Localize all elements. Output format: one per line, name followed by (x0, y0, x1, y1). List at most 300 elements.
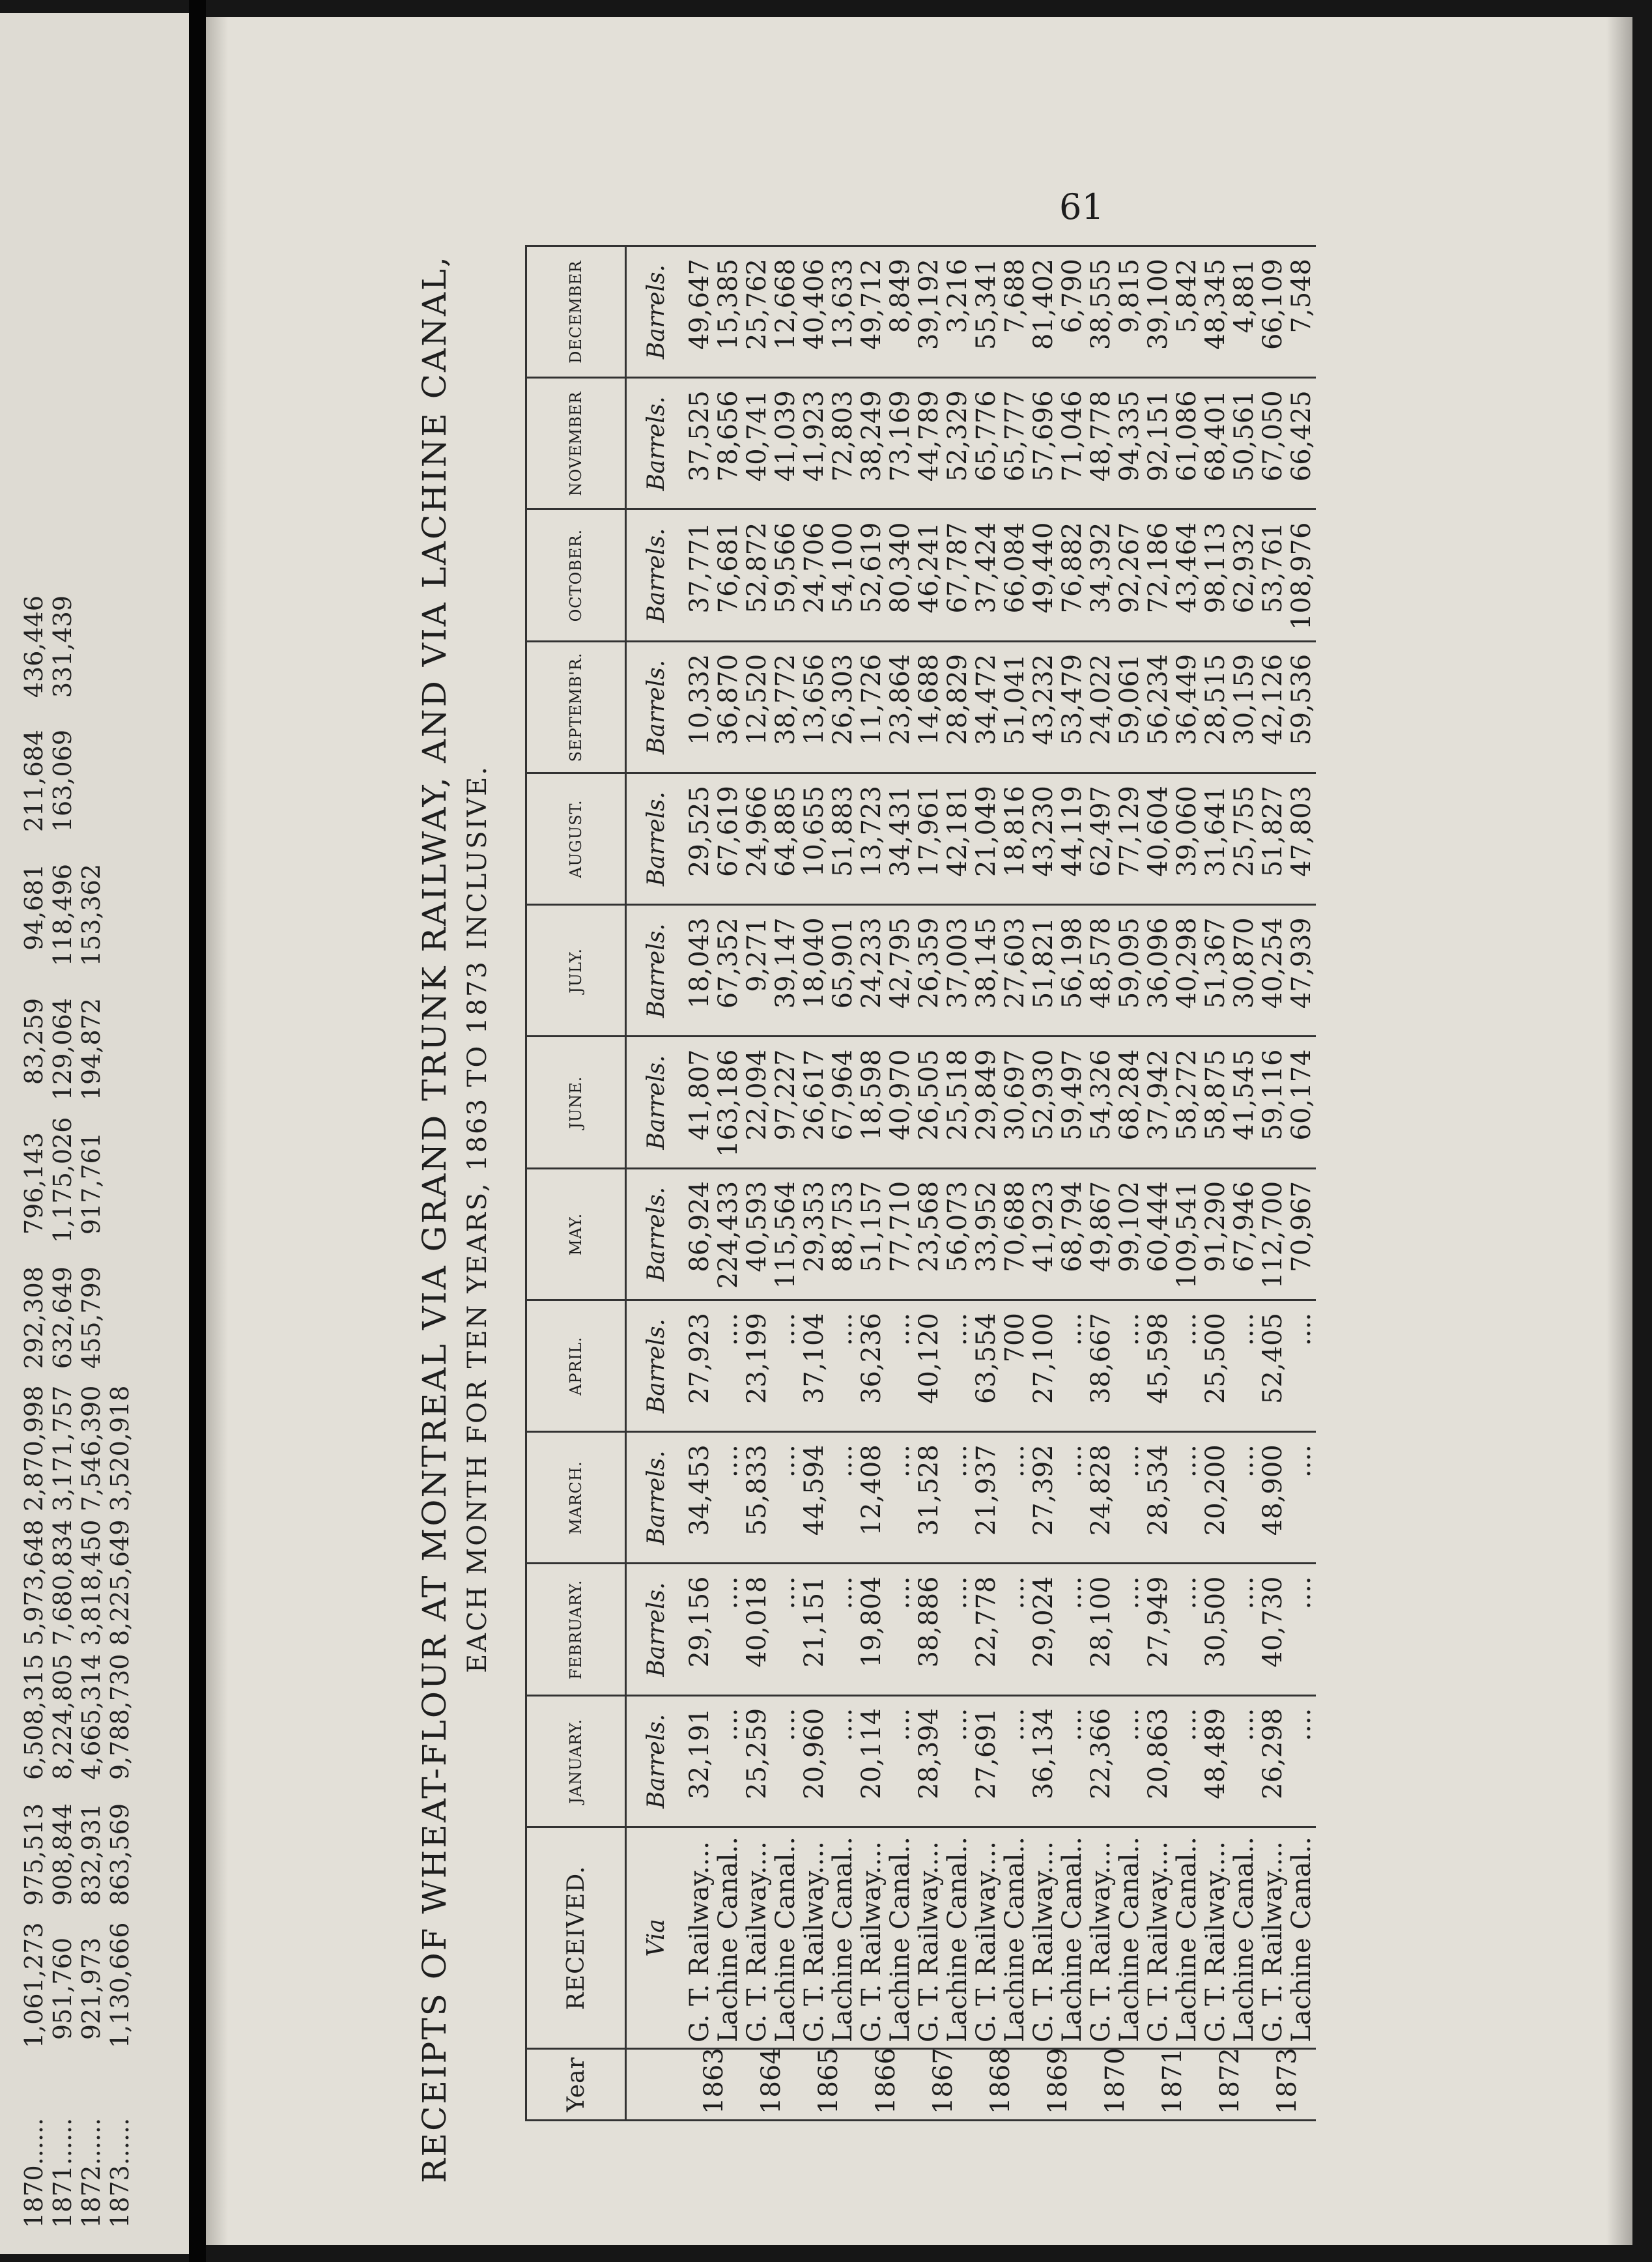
via-cell (1259, 1827, 1316, 2049)
month-header: MAY. (526, 1168, 626, 1300)
canal-barrels: .... (885, 1313, 915, 1346)
month-value-cell (1087, 641, 1144, 773)
canal-barrels: .... (771, 1313, 801, 1346)
via-canal-label: Lachine Canal.. (771, 1837, 801, 2042)
left-page-value (77, 595, 106, 706)
canal-barrels: .... (1172, 1708, 1202, 1741)
left-page-value: 331,439 (48, 595, 77, 698)
railway-barrels: 39,100 (1143, 259, 1173, 350)
railway-barrels: 40,741 (742, 390, 772, 482)
left-page-value: 129,064 (48, 998, 77, 1101)
railway-barrels: 48,578 (1086, 917, 1116, 1009)
canal-barrels: 59,566 (771, 522, 801, 614)
unit-label: Barrels. (626, 378, 686, 509)
month-header: OCTOBER. (526, 509, 626, 641)
canal-barrels: 25,518 (943, 1049, 973, 1141)
left-page-value: 292,308 (20, 1267, 48, 1369)
canal-barrels: 23,864 (885, 653, 915, 745)
railway-barrels: 20,200 (1201, 1444, 1231, 1536)
railway-barrels: 24,966 (742, 786, 772, 877)
page-number: 61 (1059, 186, 1104, 227)
canal-barrels: .... (1172, 1313, 1202, 1346)
railway-barrels: 48,778 (1086, 390, 1116, 482)
canal-barrels: 73,169 (885, 390, 915, 482)
month-value-cell (1087, 1300, 1144, 1432)
month-value-cell (1201, 246, 1259, 378)
canal-barrels: 99,102 (1115, 1181, 1145, 1272)
railway-barrels: 32,191 (685, 1708, 715, 1799)
month-value-cell (743, 378, 800, 509)
month-value-cell (972, 1564, 1029, 1695)
canal-barrels: 56,198 (1057, 917, 1087, 1009)
railway-barrels: 12,520 (742, 653, 772, 745)
left-page-value: 2,870,998 (20, 1385, 48, 1511)
left-page-row (77, 208, 106, 2228)
month-value-cell (1087, 905, 1144, 1037)
month-value-cell (800, 1564, 857, 1695)
railway-barrels: 41,923 (799, 390, 829, 482)
left-page-value (106, 998, 134, 1109)
month-header: SEPTEMB'R. (526, 641, 626, 773)
railway-barrels: 26,617 (799, 1049, 829, 1141)
canal-barrels: 26,303 (828, 653, 858, 745)
month-value-cell (685, 1300, 743, 1432)
table-row (743, 246, 800, 2121)
month-value-cell (1087, 1037, 1144, 1168)
railway-barrels: 22,778 (971, 1576, 1001, 1668)
canal-barrels: 41,039 (771, 390, 801, 482)
via-railway-label: G. T. Railway.... (1029, 1841, 1059, 2042)
railway-barrels: 12,408 (857, 1444, 887, 1536)
month-value-cell (915, 378, 972, 509)
railway-barrels: 40,120 (914, 1313, 944, 1404)
month-value-cell (743, 905, 800, 1037)
railway-barrels: 68,401 (1201, 390, 1231, 482)
unit-label: Barrels. (626, 641, 686, 773)
left-page-value: 94,681 (20, 864, 48, 951)
table-body (685, 246, 1316, 2121)
railway-barrels: 49,712 (857, 259, 887, 350)
via-canal-label: Lachine Canal.. (1287, 1837, 1317, 2042)
railway-barrels: 37,104 (799, 1313, 829, 1404)
canal-barrels: 8,849 (885, 259, 915, 334)
railway-barrels: 14,688 (914, 653, 944, 745)
month-value-cell (1259, 1168, 1316, 1300)
via-canal-label: Lachine Canal.. (1229, 1837, 1259, 2042)
canal-barrels: 59,095 (1115, 917, 1145, 1009)
left-page-value: 975,513 (20, 1803, 48, 1906)
table-subtitle: EACH MONTH FOR TEN YEARS, 1863 TO 1873 INCLUSIVE. (463, 765, 492, 1674)
month-value-cell (1029, 773, 1087, 905)
railway-barrels: 44,594 (799, 1444, 829, 1536)
canal-barrels: .... (1000, 1444, 1030, 1478)
via-cell (800, 1827, 857, 2049)
year-cell: 1868 (972, 2049, 1029, 2121)
left-page-value (106, 730, 134, 840)
canal-barrels: .... (885, 1576, 915, 1610)
canal-barrels: 65,901 (828, 917, 858, 1009)
railway-barrels: 91,290 (1201, 1181, 1231, 1272)
canal-barrels: .... (1057, 1708, 1087, 1741)
canal-barrels: 58,272 (1172, 1049, 1202, 1141)
canal-barrels: 43,464 (1172, 522, 1202, 614)
canal-barrels: 38,772 (771, 653, 801, 745)
left-page-value: 1,061,273 (20, 1922, 48, 2048)
railway-barrels: 39,192 (914, 259, 944, 350)
canal-barrels: 77,710 (885, 1181, 915, 1272)
railway-barrels: 53,761 (1258, 522, 1288, 614)
railway-barrels: 81,402 (1029, 259, 1059, 350)
railway-barrels: 26,505 (914, 1049, 944, 1141)
canal-barrels: .... (885, 1708, 915, 1741)
canal-barrels: 18,816 (1000, 786, 1030, 877)
railway-barrels: 38,555 (1086, 259, 1116, 350)
canal-barrels: 67,787 (943, 522, 973, 614)
canal-barrels: 47,803 (1287, 786, 1317, 877)
canal-barrels: 70,688 (1000, 1181, 1030, 1272)
via-canal-label: Lachine Canal.. (713, 1837, 743, 2042)
month-value-cell (1087, 1168, 1144, 1300)
railway-barrels: 18,043 (685, 917, 715, 1009)
via-cell (1201, 1827, 1259, 2049)
railway-barrels: 36,096 (1143, 917, 1173, 1009)
railway-barrels: 21,937 (971, 1444, 1001, 1536)
left-page-value: 921,973 (77, 1938, 106, 2040)
railway-barrels: 55,341 (971, 259, 1001, 350)
canal-barrels: 13,633 (828, 259, 858, 350)
canal-barrels: .... (1057, 1444, 1087, 1478)
railway-barrels: 24,022 (1086, 653, 1116, 745)
month-value-cell (800, 1168, 857, 1300)
railway-barrels: 41,923 (1029, 1181, 1059, 1272)
railway-barrels: 18,040 (799, 917, 829, 1009)
month-value-cell (857, 1695, 915, 1827)
left-page-value: 1,130,666 (106, 1922, 134, 2048)
month-value-cell (800, 246, 857, 378)
units-row (626, 246, 686, 2121)
table-row (1144, 246, 1201, 2121)
month-value-cell (972, 378, 1029, 509)
canal-barrels: 44,119 (1057, 786, 1087, 877)
via-railway-label: G. T. Railway.... (742, 1841, 772, 2042)
canal-barrels: .... (943, 1576, 973, 1610)
left-page-value: 796,143 (20, 1132, 48, 1235)
canal-barrels: 42,795 (885, 917, 915, 1009)
railway-barrels: 10,332 (685, 653, 715, 745)
railway-barrels: 11,726 (857, 653, 887, 745)
railway-barrels: 10,655 (799, 786, 829, 877)
via-railway-label: G. T. Railway.... (1258, 1841, 1288, 2042)
canal-barrels: 66,084 (1000, 522, 1030, 614)
railway-barrels: 44,789 (914, 390, 944, 482)
month-value-cell (1087, 378, 1144, 509)
canal-barrels: .... (943, 1444, 973, 1478)
month-value-cell (685, 378, 743, 509)
unit-label: Barrels. (626, 1300, 686, 1432)
canal-barrels: 27,603 (1000, 917, 1030, 1009)
month-value-cell (1201, 509, 1259, 641)
canal-barrels: .... (1229, 1313, 1259, 1346)
canal-barrels: 77,129 (1115, 786, 1145, 877)
railway-barrels: 38,886 (914, 1576, 944, 1668)
canal-barrels: 51,883 (828, 786, 858, 877)
railway-barrels: 52,872 (742, 522, 772, 614)
canal-barrels: .... (1172, 1576, 1202, 1610)
railway-barrels: 29,849 (971, 1049, 1001, 1141)
month-value-cell (800, 1037, 857, 1168)
railway-barrels: 21,151 (799, 1576, 829, 1668)
canal-barrels: .... (828, 1708, 858, 1741)
table-row (685, 246, 743, 2121)
month-value-cell (1144, 1168, 1201, 1300)
month-value-cell (685, 641, 743, 773)
via-canal-label: Lachine Canal.. (885, 1837, 915, 2042)
month-value-cell (1087, 1432, 1144, 1564)
canal-barrels: 62,932 (1229, 522, 1259, 614)
canal-barrels: 9,815 (1115, 259, 1145, 334)
railway-barrels: 72,186 (1143, 522, 1173, 614)
canal-barrels: 39,060 (1172, 786, 1202, 877)
railway-barrels: 55,833 (742, 1444, 772, 1536)
via-canal-label: Lachine Canal.. (828, 1837, 858, 2042)
railway-barrels: 28,100 (1086, 1576, 1116, 1668)
left-page-value: 153,362 (77, 864, 106, 967)
canal-barrels: 7,688 (1000, 259, 1030, 334)
canal-barrels: 67,352 (713, 917, 743, 1009)
railway-barrels: 86,924 (685, 1181, 715, 1272)
railway-barrels: 30,500 (1201, 1576, 1231, 1668)
railway-barrels: 33,952 (971, 1181, 1001, 1272)
canal-barrels: .... (828, 1444, 858, 1478)
railway-barrels: 25,259 (742, 1708, 772, 1799)
month-value-cell (1029, 246, 1087, 378)
railway-barrels: 40,604 (1143, 786, 1173, 877)
canal-barrels: 71,046 (1057, 390, 1087, 482)
month-header: NOVEMBER (526, 378, 626, 509)
month-value-cell (1259, 773, 1316, 905)
canal-barrels: .... (1287, 1313, 1317, 1346)
canal-barrels: 3,216 (943, 259, 973, 334)
canal-barrels: 30,697 (1000, 1049, 1030, 1141)
canal-barrels: 59,061 (1115, 653, 1145, 745)
railway-barrels: 57,696 (1029, 390, 1059, 482)
canal-barrels: 67,946 (1229, 1181, 1259, 1272)
unit-label: Barrels. (626, 1168, 686, 1300)
month-value-cell (743, 1432, 800, 1564)
railway-barrels: 40,406 (799, 259, 829, 350)
canal-barrels: 56,073 (943, 1181, 973, 1272)
month-value-cell (915, 905, 972, 1037)
railway-barrels: 37,942 (1143, 1049, 1173, 1141)
canal-barrels: 15,385 (713, 259, 743, 350)
canal-barrels: .... (1287, 1708, 1317, 1741)
month-value-cell (972, 773, 1029, 905)
railway-barrels: 63,554 (971, 1313, 1001, 1404)
via-canal-label: Lachine Canal.. (1000, 1837, 1030, 2042)
railway-barrels: 23,199 (742, 1313, 772, 1404)
month-value-cell (1144, 246, 1201, 378)
canal-barrels: 92,267 (1115, 522, 1145, 614)
railway-barrels: 51,157 (857, 1181, 887, 1272)
page-gutter-shadow (206, 17, 228, 2245)
railway-barrels: 60,444 (1143, 1181, 1173, 1272)
month-header: JANUARY. (526, 1695, 626, 1827)
month-value-cell (1259, 1564, 1316, 1695)
unit-label: Barrels. (626, 509, 686, 641)
railway-barrels: 21,049 (971, 786, 1001, 877)
via-canal-label: Lachine Canal.. (1115, 1837, 1145, 2042)
month-value-cell (1029, 1037, 1087, 1168)
left-page-value (106, 595, 134, 706)
month-value-cell (800, 1432, 857, 1564)
month-header: JUNE. (526, 1037, 626, 1168)
left-page-value: 3,818,450 (77, 1519, 106, 1646)
unit-label: Barrels. (626, 1432, 686, 1564)
canal-barrels: 30,870 (1229, 917, 1259, 1009)
canal-barrels: 115,564 (771, 1181, 801, 1289)
month-value-cell (800, 378, 857, 509)
month-value-cell (915, 1564, 972, 1695)
canal-barrels: 54,100 (828, 522, 858, 614)
receipts-table (525, 245, 1316, 2121)
railway-barrels: 45,598 (1143, 1313, 1173, 1404)
railway-barrels: 49,647 (685, 259, 715, 350)
railway-barrels: 40,254 (1258, 917, 1288, 1009)
month-value-cell (1087, 246, 1144, 378)
railway-barrels: 31,528 (914, 1444, 944, 1536)
left-page-year: 1873...... (106, 2117, 134, 2228)
canal-barrels: .... (943, 1708, 973, 1741)
railway-barrels: 56,234 (1143, 653, 1173, 745)
month-value-cell (1201, 1037, 1259, 1168)
month-value-cell (1144, 905, 1201, 1037)
canal-barrels: 76,882 (1057, 522, 1087, 614)
month-value-cell (1259, 1300, 1316, 1432)
left-page-value: 436,446 (20, 595, 48, 698)
month-value-cell (1144, 1300, 1201, 1432)
left-page-value (77, 730, 106, 840)
month-value-cell (743, 509, 800, 641)
left-page-value: 194,872 (77, 998, 106, 1101)
left-page-value: 455,799 (77, 1267, 106, 1369)
canal-barrels: 68,284 (1115, 1049, 1145, 1141)
left-page-value (106, 1267, 134, 1377)
month-value-cell (1029, 1695, 1087, 1827)
canal-barrels: .... (1115, 1313, 1145, 1346)
railway-barrels: 58,875 (1201, 1049, 1231, 1141)
via-cell (972, 1827, 1029, 2049)
page-edge-shadow (1606, 17, 1632, 2245)
month-value-cell (915, 509, 972, 641)
month-value-cell (685, 773, 743, 905)
via-cell (857, 1827, 915, 2049)
canal-barrels: 72,803 (828, 390, 858, 482)
canal-barrels: 108,976 (1287, 522, 1317, 630)
left-page-value: 3,520,918 (106, 1385, 134, 1511)
railway-barrels: 29,525 (685, 786, 715, 877)
year-cell: 1864 (743, 2049, 800, 2121)
left-page-value: 5,973,648 (20, 1519, 48, 1646)
left-page-value: 7,680,834 (48, 1519, 77, 1646)
railway-barrels: 62,497 (1086, 786, 1116, 877)
railway-barrels: 51,821 (1029, 917, 1059, 1009)
canal-barrels: .... (771, 1576, 801, 1610)
year-cell: 1865 (800, 2049, 857, 2121)
railway-barrels: 54,326 (1086, 1049, 1116, 1141)
railway-barrels: 34,453 (685, 1444, 715, 1536)
unit-label: Barrels. (626, 1037, 686, 1168)
canal-barrels: 50,561 (1229, 390, 1259, 482)
via-railway-label: G. T. Railway.... (914, 1841, 944, 2042)
month-value-cell (685, 1564, 743, 1695)
railway-barrels: 31,641 (1201, 786, 1231, 877)
canal-barrels: .... (1287, 1444, 1317, 1478)
month-value-cell (1201, 1695, 1259, 1827)
via-cell (1144, 1827, 1201, 2049)
canal-barrels: .... (885, 1444, 915, 1478)
railway-barrels: 27,392 (1029, 1444, 1059, 1536)
month-value-cell (1144, 509, 1201, 641)
month-value-cell (857, 1432, 915, 1564)
canal-barrels: 64,885 (771, 786, 801, 877)
month-value-cell (800, 641, 857, 773)
via-railway-label: G. T. Railway.... (1201, 1841, 1231, 2042)
month-value-cell (1029, 378, 1087, 509)
month-value-cell (685, 1168, 743, 1300)
month-value-cell (1144, 1564, 1201, 1695)
month-value-cell (1259, 378, 1316, 509)
left-page-value: 8,225,649 (106, 1519, 134, 1646)
month-value-cell (800, 1695, 857, 1827)
canal-barrels: 25,755 (1229, 786, 1259, 877)
year-cell: 1872 (1201, 2049, 1259, 2121)
canal-barrels: .... (1057, 1313, 1087, 1346)
railway-barrels: 59,116 (1258, 1049, 1288, 1141)
railway-barrels: 28,534 (1143, 1444, 1173, 1536)
month-value-cell (915, 773, 972, 905)
month-value-cell (685, 246, 743, 378)
month-value-cell (915, 1037, 972, 1168)
via-subheader: Via (626, 1827, 686, 2049)
canal-barrels: 51,041 (1000, 653, 1030, 745)
via-cell (1087, 1827, 1144, 2049)
month-value-cell (915, 246, 972, 378)
month-value-cell (1029, 509, 1087, 641)
railway-barrels: 46,241 (914, 522, 944, 614)
month-value-cell (972, 1168, 1029, 1300)
canal-barrels: 700 (1000, 1313, 1030, 1363)
railway-barrels: 17,961 (914, 786, 944, 877)
railway-barrels: 37,424 (971, 522, 1001, 614)
left-page-value: 83,259 (20, 998, 48, 1085)
month-value-cell (1259, 246, 1316, 378)
railway-barrels: 25,762 (742, 259, 772, 350)
month-value-cell (1201, 1300, 1259, 1432)
month-value-cell (1201, 1432, 1259, 1564)
left-page-value: 8,224,805 (48, 1654, 77, 1780)
railway-barrels: 25,500 (1201, 1313, 1231, 1404)
month-value-cell (1259, 1432, 1316, 1564)
month-value-cell (857, 1168, 915, 1300)
railway-barrels: 38,667 (1086, 1313, 1116, 1404)
via-cell (685, 1827, 743, 2049)
railway-barrels: 18,598 (857, 1049, 887, 1141)
canal-barrels: 47,939 (1287, 917, 1317, 1009)
railway-barrels: 29,353 (799, 1181, 829, 1272)
canal-barrels: 59,536 (1287, 653, 1317, 745)
month-header: DECEMBER (526, 246, 626, 378)
canal-barrels: 40,970 (885, 1049, 915, 1141)
